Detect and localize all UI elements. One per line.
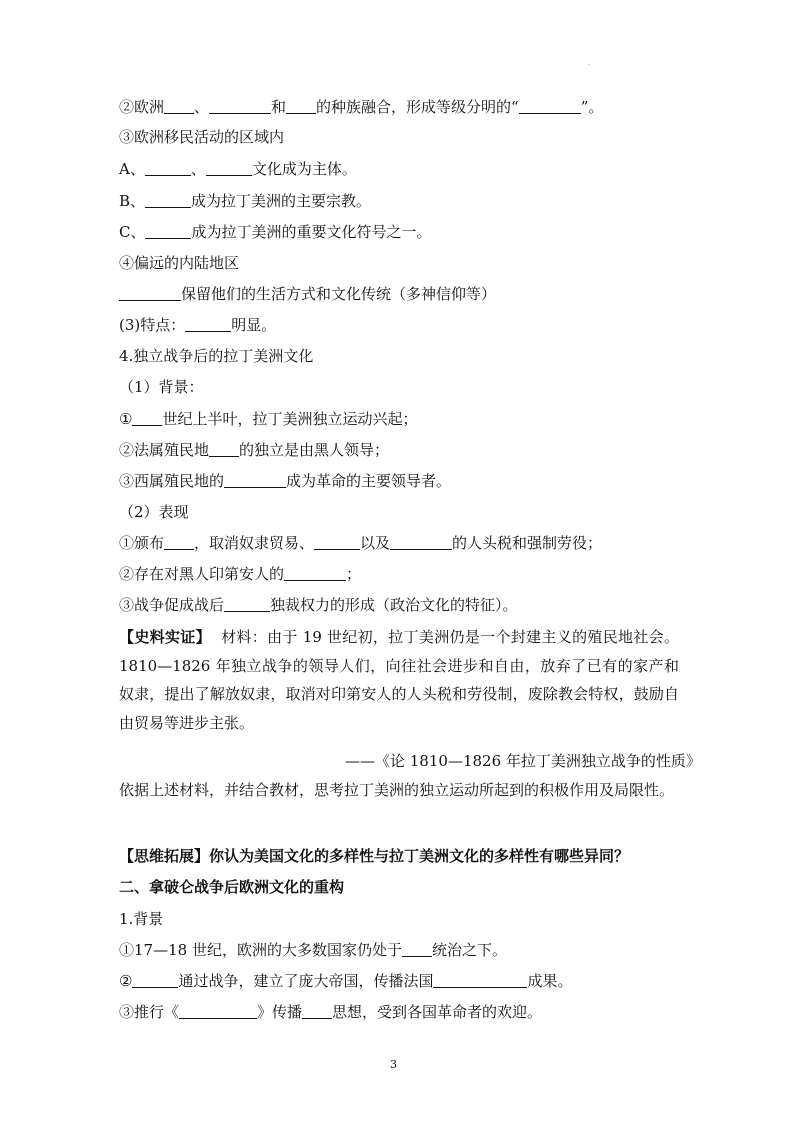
text-fragment: ③西属殖民地的 — [119, 472, 225, 490]
text-line — [119, 191, 371, 211]
text-fragment: ①颁布 — [119, 534, 165, 552]
material-source: ——《论 1810—1826 年拉丁美洲独立战争的性质》 — [345, 752, 701, 770]
text-fragment: 、 — [190, 160, 206, 178]
corner-mark: . — [588, 60, 590, 67]
text-fragment: 》传播 — [257, 1003, 303, 1021]
text-line — [119, 971, 572, 991]
text-line — [119, 940, 507, 960]
blank — [206, 160, 252, 176]
text-line — [119, 97, 603, 117]
blank — [145, 223, 191, 239]
blank — [224, 596, 270, 612]
text-fragment: 的种族融合，形成等级分明的“ — [316, 98, 519, 116]
text-fragment: ①17—18 世纪，欧洲的大多数国家仍处于 — [119, 941, 402, 959]
text-fragment: C、 — [119, 223, 146, 241]
text-fragment: 思想，受到各国革命者的欢迎。 — [332, 1003, 543, 1021]
text-line — [119, 471, 451, 491]
text-fragment: 文化成为主体。 — [251, 160, 357, 178]
text-fragment: 的独立是由黑人领导； — [239, 441, 390, 459]
text-fragment: 独裁权力的形成（政治文化的特征）。 — [270, 596, 518, 614]
text-fragment: B、 — [119, 192, 146, 210]
text-fragment: 成为拉丁美洲的重要文化符号之一。 — [191, 223, 432, 241]
section-title: 二、拿破仑战争后欧洲文化的重构 — [119, 878, 345, 896]
text-fragment: ① — [119, 410, 133, 428]
blank — [119, 285, 181, 301]
text-line — [119, 315, 276, 335]
text-fragment: 明显。 — [231, 316, 277, 334]
material-paragraph — [119, 623, 679, 737]
blank — [402, 941, 432, 957]
blank — [179, 1003, 257, 1019]
text-fragment: 以及 — [360, 534, 391, 552]
blank — [209, 441, 239, 457]
text-fragment: 和 — [271, 98, 287, 116]
text-line — [119, 1002, 542, 1022]
text-line — [119, 440, 389, 460]
material-body: 材料：由于 19 世纪初，拉丁美洲仍是一个封建主义的殖民地社会。1810—1826 年独立战争的领导人们，向往社会进步和自由，放弃了已有的家产和奴隶，提出了解放奴隶，取消对印第安人的人头税和劳役制，废除教会特权，鼓励自由贸易等进步主张。 — [119, 628, 679, 732]
text-fragment: ，取消奴隶贸易、 — [194, 534, 315, 552]
text-fragment: 通过战争，建立了庞大帝国，传播法国 — [178, 972, 434, 990]
blank — [145, 160, 191, 176]
text-line — [119, 284, 496, 304]
text-fragment: ②法属殖民地 — [119, 441, 210, 459]
blank — [145, 192, 191, 208]
blank — [164, 534, 194, 550]
text-fragment: ②欧洲 — [119, 98, 165, 116]
text-fragment: 、 — [194, 98, 210, 116]
blank — [132, 410, 162, 426]
text-fragment: ② — [119, 972, 133, 990]
text-fragment: A、 — [119, 160, 145, 178]
text-fragment: 世纪上半叶，拉丁美洲独立运动兴起； — [162, 410, 418, 428]
text-fragment: ”。 — [580, 98, 604, 116]
text-line — [119, 533, 602, 553]
text-line: ④偏远的内陆地区 — [119, 254, 240, 272]
text-line — [119, 409, 417, 429]
text-fragment: 成为革命的主要领导者。 — [286, 472, 452, 490]
text-line: ③欧洲移民活动的区域内 — [119, 128, 285, 146]
blank — [390, 534, 452, 550]
material-tag: 【史料实证】 — [119, 628, 211, 646]
text-line: （1）背景： — [119, 378, 204, 396]
blank — [209, 98, 271, 114]
blank — [314, 534, 360, 550]
text-fragment: 成为拉丁美洲的主要宗教。 — [191, 192, 372, 210]
text-fragment: ②存在对黑人印第安人的 — [119, 565, 285, 583]
text-line — [119, 222, 432, 242]
blank — [224, 472, 286, 488]
text-fragment: ； — [346, 565, 362, 583]
blank — [132, 972, 178, 988]
text-fragment: (3)特点： — [119, 316, 186, 334]
text-line: 4.独立战争后的拉丁美洲文化 — [119, 347, 314, 365]
blank — [284, 565, 346, 581]
page-number: 3 — [390, 1058, 397, 1071]
text-fragment: 保留他们的生活方式和文化传统（多神信仰等） — [181, 285, 497, 303]
blank — [302, 1003, 332, 1019]
text-fragment: 的人头税和强制劳役； — [452, 534, 603, 552]
text-fragment: ③战争促成战后 — [119, 596, 225, 614]
text-line — [119, 564, 361, 584]
text-line: （2）表现 — [119, 503, 189, 521]
blank — [433, 972, 527, 988]
blank — [519, 98, 581, 114]
blank — [286, 98, 316, 114]
text-line: 1.背景 — [119, 910, 164, 928]
blank — [185, 316, 231, 332]
text-fragment: ③推行《 — [119, 1003, 180, 1021]
text-line — [119, 159, 357, 179]
text-fragment: 统治之下。 — [431, 941, 507, 959]
text-line — [119, 595, 518, 615]
extension-question: 【思维拓展】你认为美国文化的多样性与拉丁美洲文化的多样性有哪些异同？ — [119, 847, 630, 865]
text-fragment: 成果。 — [527, 972, 573, 990]
material-question: 依据上述材料，并结合教材，思考拉丁美洲的独立运动所起到的积极作用及局限性。 — [119, 781, 675, 799]
blank — [164, 98, 194, 114]
